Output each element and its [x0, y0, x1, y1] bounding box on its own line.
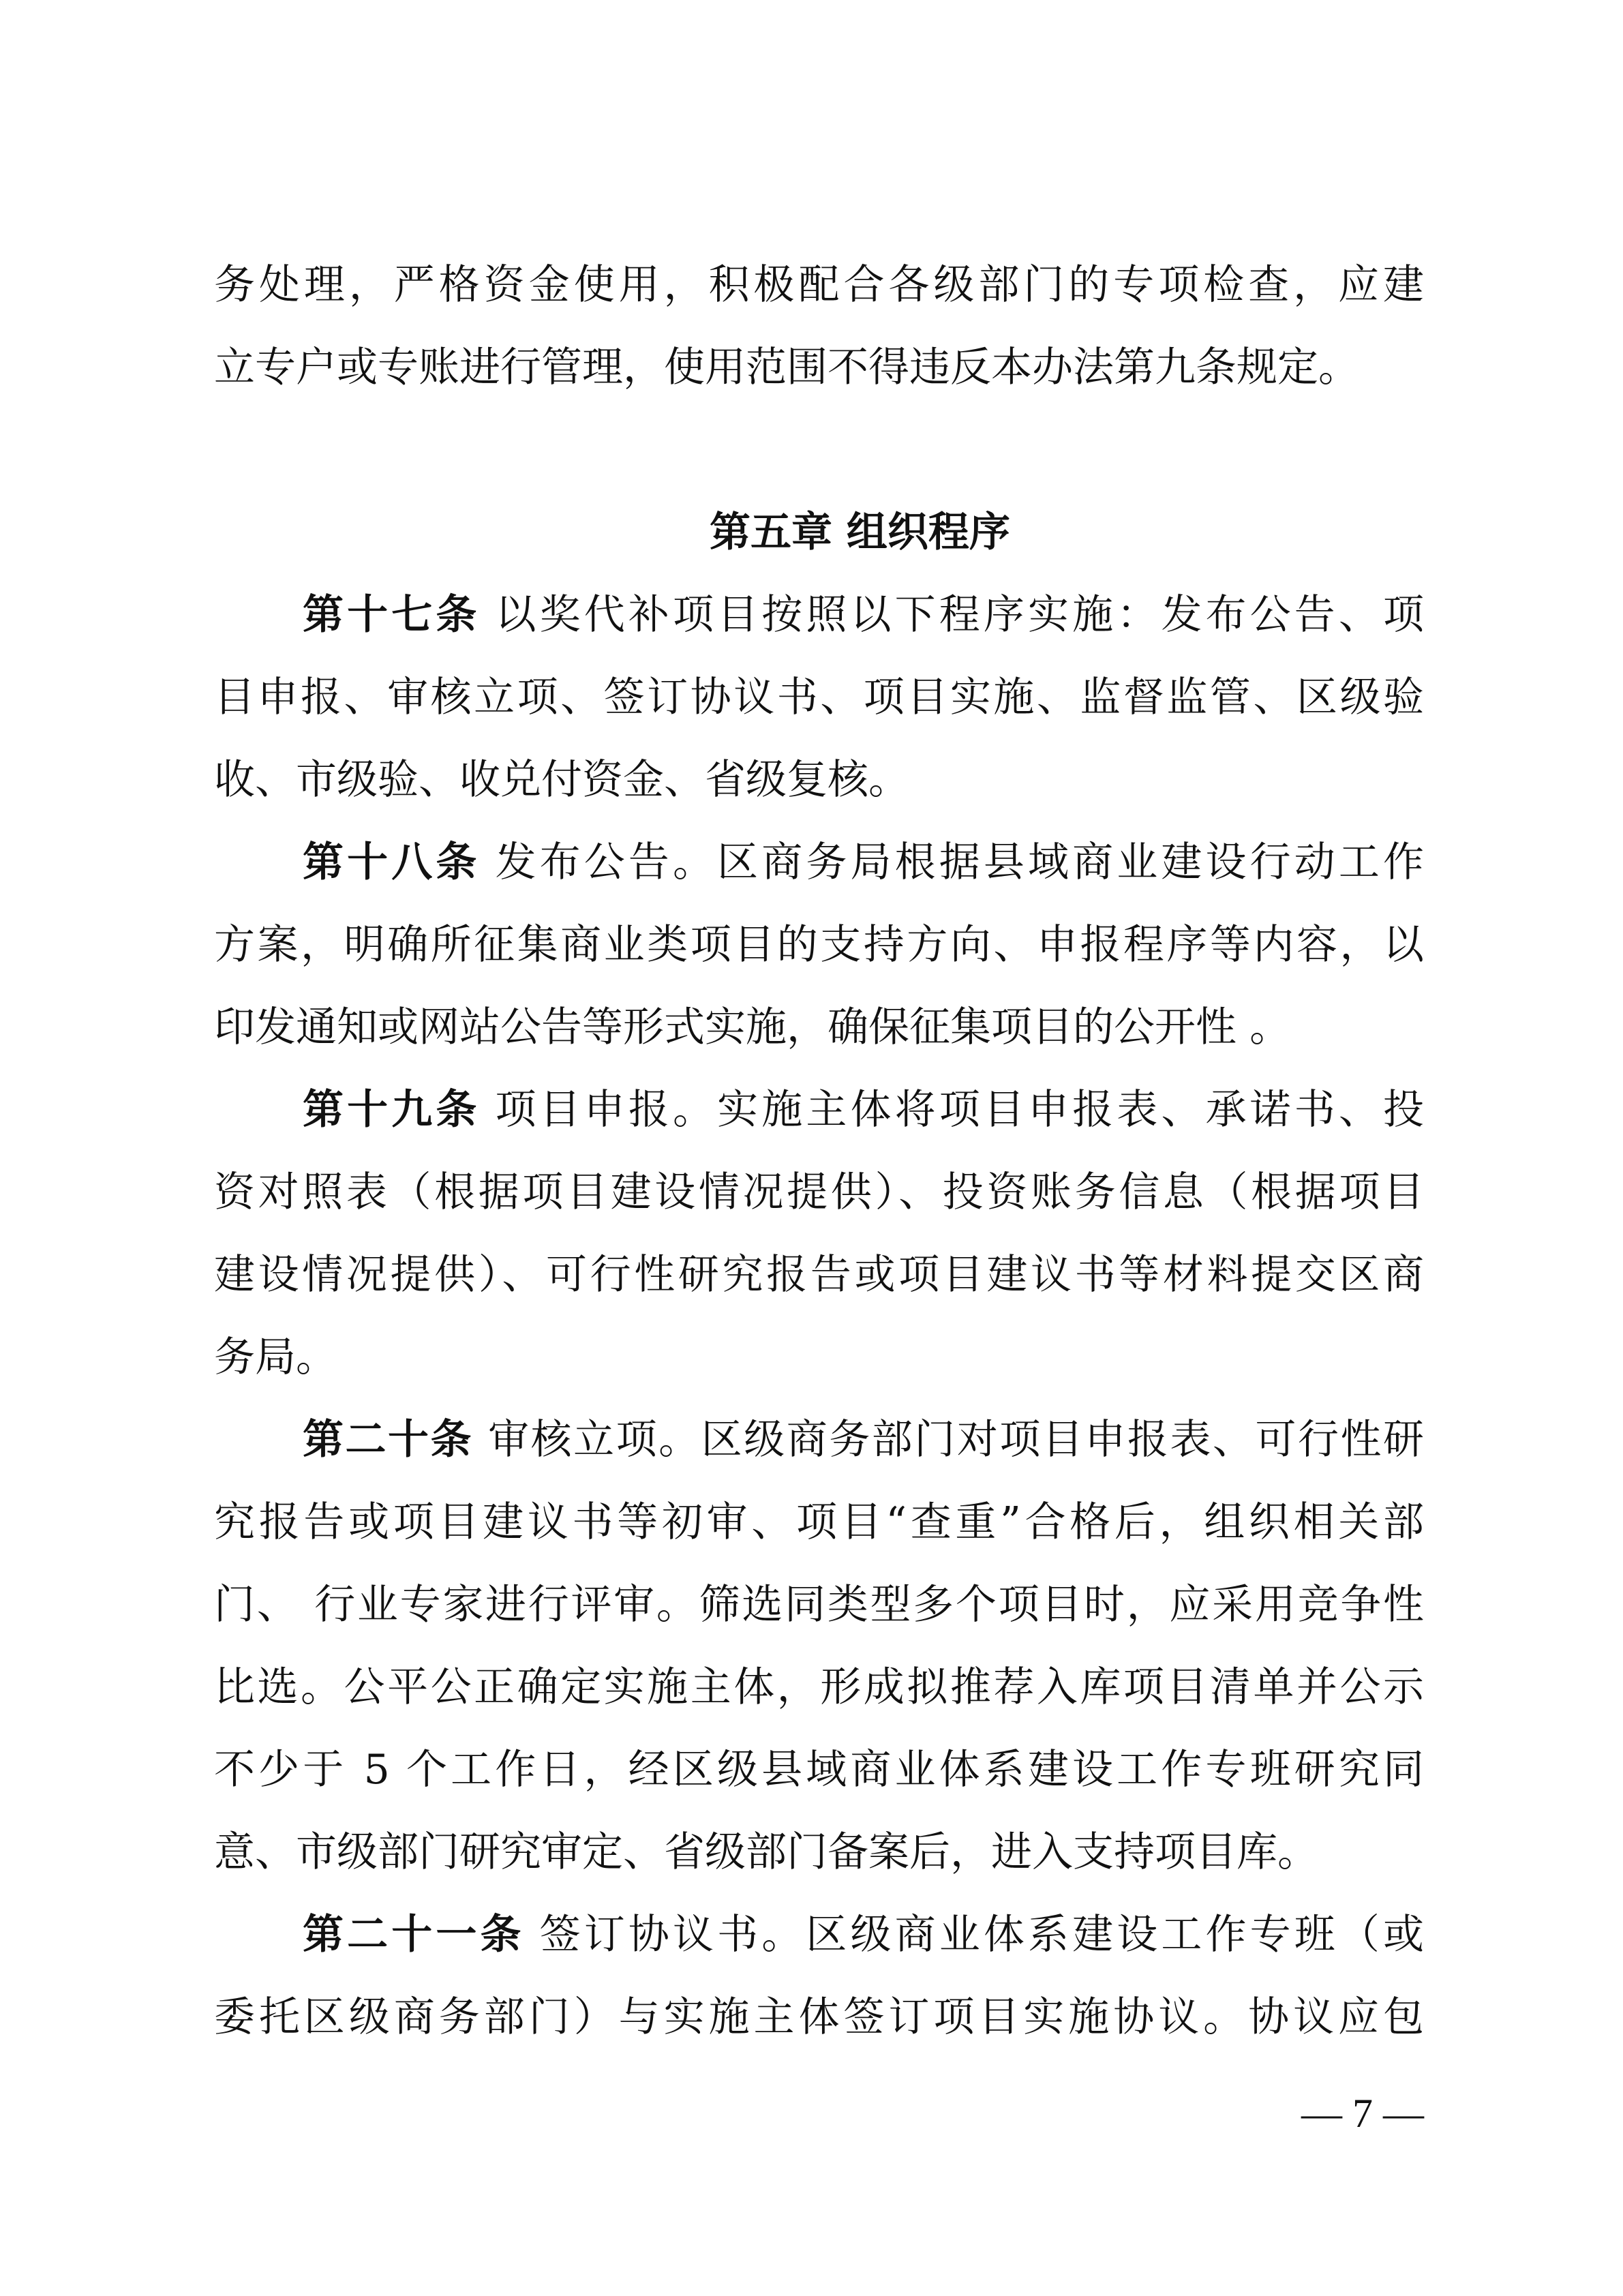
text-line: 务局。 [214, 1333, 337, 1381]
article-label: 第二十条 [303, 1416, 474, 1464]
article-17-line [214, 574, 1424, 656]
article-19-line [214, 1069, 1424, 1151]
text-line: 审核立项。区级商务部门对项目申报表、可行性研 [488, 1416, 1424, 1464]
text-line: 收、市级验、收兑付资金、省级复核。 [214, 756, 909, 804]
text-line: 签订协议书。区级商业体系建设工作专班（或 [539, 1911, 1424, 1959]
text-line: 资对照表（根据项目建设情况提供）、投资账务信息（根据项目 [214, 1168, 1424, 1216]
text-line: 立专户或专账进行管理，使用范围不得违反本办法第九条规定。 [214, 344, 1359, 391]
text-line: 不少于 5 个工作日，经区级县域商业体系建设工作专班研究同 [214, 1746, 1424, 1794]
text-line: 比选。公平公正确定实施主体，形成拟推荐入库项目清单并公示 [214, 1663, 1424, 1711]
article-20-line [214, 1399, 1424, 1481]
chapter-heading: 第五章 组织程序 [710, 509, 1010, 556]
text-line: 门、 行业专家进行评审。筛选同类型多个项目时，应采用竞争性 [214, 1581, 1424, 1629]
article-21-line [214, 1894, 1424, 1976]
article-18-line [214, 821, 1424, 904]
document-body [214, 244, 1424, 2059]
text-line: 项目申报。实施主体将项目申报表、承诺书、投 [495, 1086, 1424, 1134]
text-line: 发布公告。区商务局根据县域商业建设行动工作 [495, 839, 1424, 886]
blank-line [214, 409, 1424, 492]
article-label: 第十八条 [303, 839, 481, 886]
text-line: 委托区级商务部门）与实施主体签订项目实施协议。协议应包 [214, 1993, 1424, 2041]
article-label: 第十七条 [303, 591, 481, 639]
text-line: 究报告或项目建议书等初审、项目“查重”合格后，组织相关部 [214, 1498, 1424, 1546]
text-line: 建设情况提供）、可行性研究报告或项目建议书等材料提交区商 [214, 1251, 1424, 1299]
article-label: 第二十一条 [303, 1911, 525, 1959]
text-line: 方案，明确所征集商业类项目的支持方向、申报程序等内容，以 [214, 921, 1424, 969]
page-number: — 7 — [1301, 2091, 1424, 2136]
text-line: 意、市级部门研究审定、省级部门备案后，进入支持项目库。 [214, 1828, 1318, 1876]
article-label: 第十九条 [303, 1086, 481, 1134]
text-line: 印发通知或网站公告等形式实施，确保征集项目的公开性 。 [214, 1003, 1291, 1051]
text-line: 务处理，严格资金使用，积极配合各级部门的专项检查，应建 [214, 261, 1424, 309]
text-line: 以奖代补项目按照以下程序实施：发布公告、项 [495, 591, 1424, 639]
text-line: 目申报、审核立项、签订协议书、项目实施、监督监管、区级验 [214, 674, 1424, 721]
